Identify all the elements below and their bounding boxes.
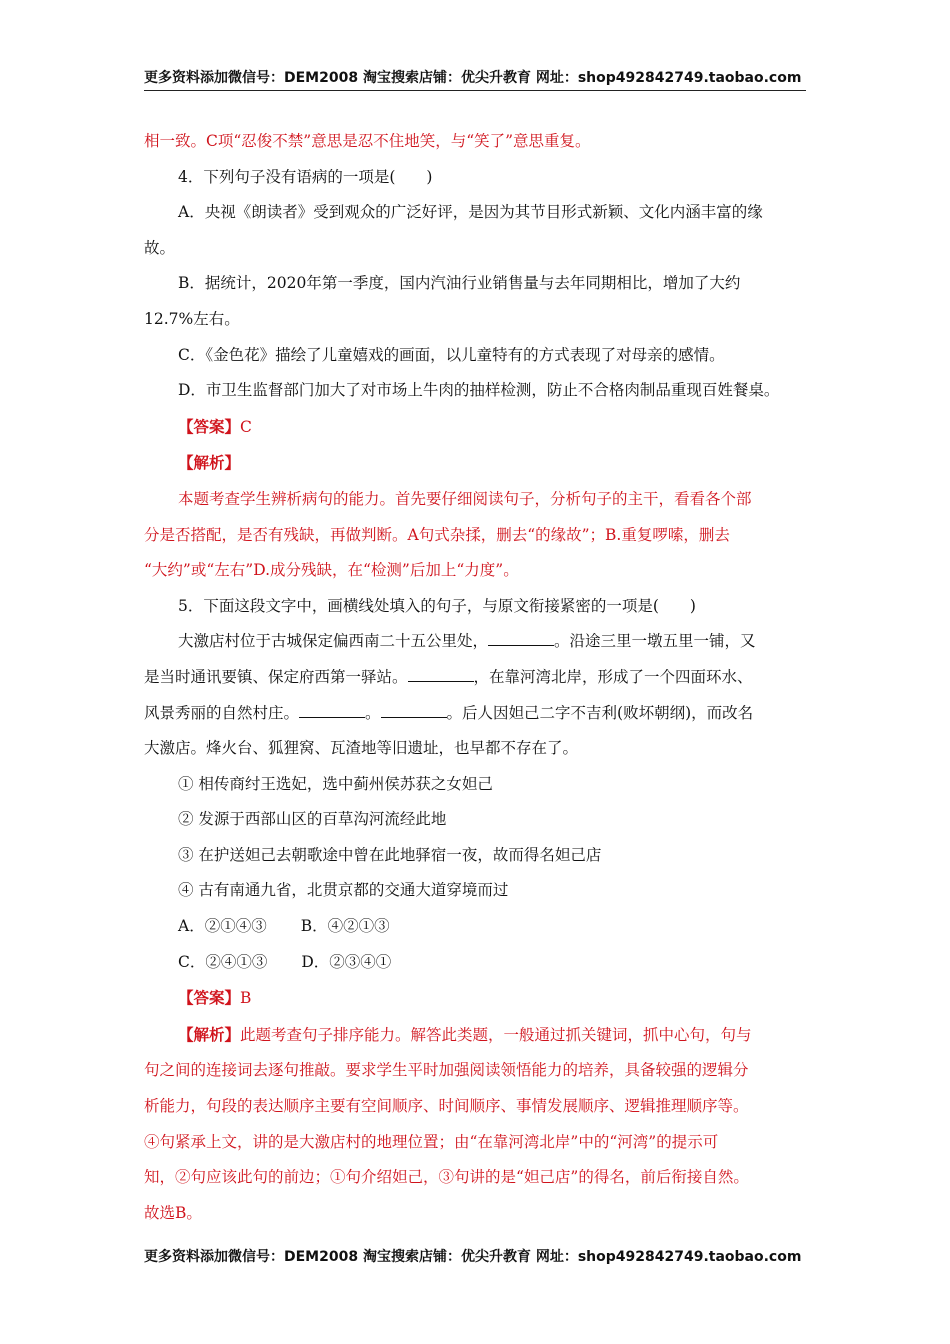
page-footer: 更多资料添加微信号：DEM2008 淘宝搜索店铺：优尖升教育 网址：shop492842749.taobao.com bbox=[144, 1249, 802, 1265]
q5-options-cd bbox=[144, 945, 809, 981]
fill-blank bbox=[299, 703, 365, 718]
q4-analysis-line-3: “大约”或“左右”D.成分残缺，在“检测”后加上“力度”。 bbox=[144, 561, 519, 580]
q5-option-c: C．②④①③ bbox=[178, 952, 268, 971]
q4-option-b: B．据统计，2020年第一季度，国内汽油行业销售量与去年同期相比，增加了大约 bbox=[178, 274, 741, 293]
q5-sentence-2: ② 发源于西部山区的百草沟河流经此地 bbox=[178, 810, 447, 829]
page-content bbox=[144, 124, 809, 1231]
q5-passage-line-1 bbox=[144, 624, 809, 660]
q4-option-a: A．央视《朗读者》受到观众的广泛好评，是因为其节目形式新颖、文化内涵丰富的缘 bbox=[178, 203, 763, 222]
q4-answer bbox=[144, 409, 809, 446]
q5-sentence-1: ① 相传商纣王选妃，选中蓟州侯苏获之女妲己 bbox=[178, 774, 493, 793]
analysis-tag: 【解析】 bbox=[178, 1024, 241, 1044]
q5-analysis-line-4: ④句紧承上文，讲的是大激店村的地理位置；由“在靠河湾北岸”中的“河湾”的提示可 bbox=[144, 1132, 719, 1151]
q5-analysis-line-3: 析能力，句段的表达顺序主要有空间顺序、时间顺序、事情发展顺序、逻辑推理顺序等。 bbox=[144, 1097, 749, 1116]
q4-analysis-line-1: 本题考查学生辨析病句的能力。首先要仔细阅读句子，分析句子的主干，看看各个部 bbox=[178, 489, 752, 508]
passage-text: 。 bbox=[365, 703, 381, 722]
q5-sentence-4: ④ 古有南通九省，北贯京都的交通大道穿境而过 bbox=[178, 881, 509, 900]
q4-option-c: C．《金色花》描绘了儿童嬉戏的画面，以儿童特有的方式表现了对母亲的感情。 bbox=[178, 345, 725, 364]
passage-text: 。后人因妲己二字不吉利(败坏朝纲)，而改名 bbox=[446, 703, 754, 722]
passage-text: 风景秀丽的自然村庄。 bbox=[144, 703, 300, 722]
fill-blank bbox=[408, 667, 474, 682]
q5-passage-line-2 bbox=[144, 660, 809, 696]
q5-options-ab bbox=[144, 909, 809, 945]
fill-blank bbox=[488, 631, 554, 646]
answer-value: B bbox=[240, 989, 252, 1008]
q5-passage-line-3 bbox=[144, 696, 809, 732]
passage-text: 。沿途三里一墩五里一铺，又 bbox=[554, 632, 756, 651]
q5-sentence-3: ③ 在护送妲己去朝歌途中曾在此地驿宿一夜，故而得名妲己店 bbox=[178, 845, 602, 864]
q5-analysis-line-2: 句之间的连接词去逐句推敲。要求学生平时加强阅读领悟能力的培养，具备较强的逻辑分 bbox=[144, 1061, 749, 1080]
answer-value: C bbox=[240, 417, 252, 436]
fill-blank bbox=[381, 703, 447, 718]
q5-analysis-line-1 bbox=[144, 1017, 809, 1054]
q5-analysis-line-5: 知，②句应该此句的前边；①句介绍妲己，③句讲的是“妲己店”的得名，前后衔接自然。 bbox=[144, 1168, 749, 1187]
q5-option-b: B．④②①③ bbox=[300, 917, 390, 936]
answer-tag: 【答案】 bbox=[178, 988, 241, 1008]
answer-tag: 【答案】 bbox=[178, 416, 241, 436]
analysis-text: 此题考查句子排序能力。解答此类题，一般通过抓关键词，抓中心句，句与 bbox=[240, 1025, 752, 1044]
q3-analysis-tail: 相一致。C项“忍俊不禁”意思是忍不住地笑，与“笑了”意思重复。 bbox=[144, 132, 591, 150]
analysis-tag: 【解析】 bbox=[178, 453, 241, 473]
q4-stem: 4．下列句子没有语病的一项是( ) bbox=[178, 167, 433, 186]
q4-option-b-cont: 12.7%左右。 bbox=[144, 309, 240, 328]
q4-option-a-cont: 故。 bbox=[144, 238, 176, 257]
q5-option-d: D．②③④① bbox=[301, 952, 392, 971]
q4-analysis-heading bbox=[144, 445, 809, 482]
q5-answer bbox=[144, 980, 809, 1017]
q5-stem: 5．下面这段文字中，画横线处填入的句子，与原文衔接紧密的一项是( ) bbox=[178, 596, 696, 615]
passage-text: 大激店村位于古城保定偏西南二十五公里处， bbox=[178, 632, 489, 651]
q5-analysis-line-6: 故选B。 bbox=[144, 1203, 202, 1222]
page-header: 更多资料添加微信号：DEM2008 淘宝搜索店铺：优尖升教育 网址：shop492842749.taobao.com bbox=[144, 68, 806, 91]
passage-text: ，在靠河湾北岸，形成了一个四面环水、 bbox=[473, 667, 753, 686]
q4-analysis-line-2: 分是否搭配，是否有残缺，再做判断。A句式杂揉，删去“的缘故”；B.重复啰嗦，删去 bbox=[144, 525, 730, 544]
passage-text: 是当时通讯要镇、保定府西第一驿站。 bbox=[144, 667, 408, 686]
q4-option-d: D．市卫生监督部门加大了对市场上牛肉的抽样检测，防止不合格肉制品重现百姓餐桌。 bbox=[178, 381, 780, 400]
q5-option-a: A．②①④③ bbox=[178, 917, 267, 936]
q5-passage-line-4: 大激店。烽火台、狐狸窝、瓦渣地等旧遗址，也早都不存在了。 bbox=[144, 739, 579, 758]
